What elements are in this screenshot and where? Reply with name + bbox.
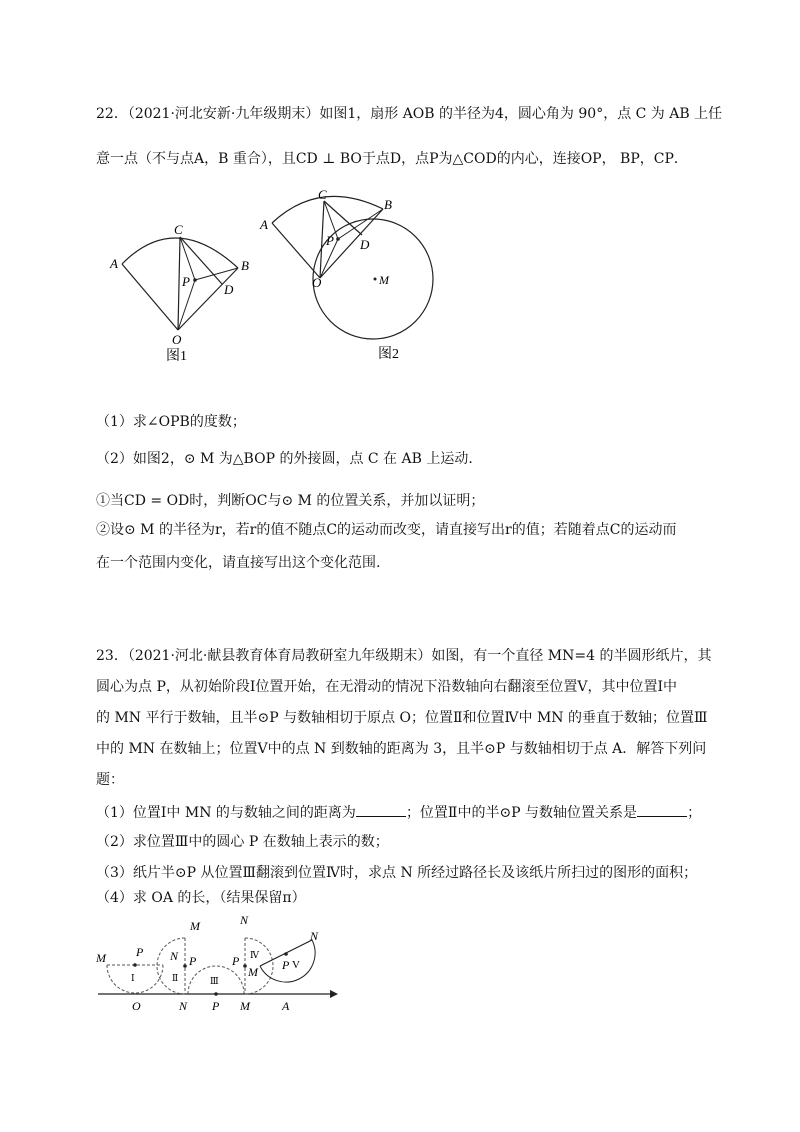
q22-part-2-2-cont: 在一个范围内变化，请直接写出这个变化范围. xyxy=(96,555,381,571)
point-label-n3: N xyxy=(310,929,319,943)
q23-part-1-b: ；位置Ⅱ中的半⊙P 与数轴位置关系是 xyxy=(405,805,638,821)
axis-label-n: N xyxy=(179,999,188,1013)
q23-part-1-c: ； xyxy=(687,805,702,821)
fig2-caption: 图2 xyxy=(378,347,399,362)
fig1-label-d: D xyxy=(224,282,234,297)
fig2-label-d: D xyxy=(360,237,370,252)
point-label-p3: P xyxy=(232,954,240,968)
position-label-4: Ⅳ xyxy=(250,950,259,960)
q23-part-4: （4）求 OA 的长，（结果保留π） xyxy=(96,890,306,906)
q22-figure-2 xyxy=(250,183,450,363)
position-label-3: Ⅲ xyxy=(210,976,219,986)
fig1-label-b: B xyxy=(241,258,249,273)
q22-line-2: 意一点（不与点A，B 重合），且CD ⊥ BO于点D，点P为△COD的内心，连接OP， BP，CP． xyxy=(96,151,688,167)
q22-part-2: （2）如图2，⊙ M 为△BOP 的外接圆，点 C 在 AB 上运动. xyxy=(96,451,473,467)
q23-line-4: 中的 MN 在数轴上；位置Ⅴ中的点 N 到数轴的距离为 3，且半⊙P 与数轴相切于点 A．解答下列问 xyxy=(96,741,707,757)
point-label-n2: N xyxy=(240,913,249,927)
q23-part-1-a: （1）位置Ⅰ中 MN 的与数轴之间的距离为 xyxy=(96,805,356,821)
fig1-label-a: A xyxy=(110,256,118,271)
q22-part-2-2: ②设⊙ M 的半径为r，若r的值不随点C的运动而改变，请直接写出r的值；若随着点C的运动而 xyxy=(96,522,677,538)
fig1-label-c: C xyxy=(174,222,183,237)
point-label-m1: M xyxy=(96,951,106,965)
axis-label-m: M xyxy=(240,999,250,1013)
q23-figure xyxy=(92,910,342,1020)
fig2-label-o: O xyxy=(312,275,322,290)
q22-line-1: 22．（2021·河北安新·九年级期末）如图1，扇形 AOB 的半径为4，圆心角为 90°，点 C 为 AB 上任 xyxy=(96,106,723,122)
answer-blank-2[interactable] xyxy=(637,801,687,817)
fig1-label-o: O xyxy=(172,332,182,347)
axis-label-a: A xyxy=(282,999,290,1013)
point-label-p4: P xyxy=(282,958,290,972)
q23-part-1 xyxy=(96,801,706,823)
q23-part-2: （2）求位置Ⅲ中的圆心 P 在数轴上表示的数； xyxy=(96,834,389,850)
position-label-2: Ⅱ xyxy=(172,973,179,983)
answer-blank-1[interactable] xyxy=(356,801,406,817)
q23-part-3: （3）纸片半⊙P 从位置Ⅲ翻滚到位置Ⅳ时，求点 N 所经过路径长及该纸片所扫过的图形的面积； xyxy=(96,865,698,881)
q23-line-3: 的 MN 平行于数轴，且半⊙P 与数轴相切于原点 O；位置Ⅱ和位置Ⅳ中 MN 的垂直于数轴；位置Ⅲ xyxy=(96,710,708,726)
axis-label-p: P xyxy=(212,999,220,1013)
fig2-label-c: C xyxy=(318,187,327,202)
point-label-n1: N xyxy=(170,949,179,963)
q23-line-2: 圆心为点 P，从初始阶段Ⅰ位置开始，在无滑动的情况下沿数轴向右翻滚至位置Ⅴ，其中位置Ⅰ中 xyxy=(96,679,678,695)
axis-label-o: O xyxy=(132,999,141,1013)
q22-part-1: （1）求∠OPB的度数； xyxy=(96,414,246,430)
point-label-m2: M xyxy=(190,919,200,933)
fig2-label-p: P xyxy=(326,233,334,248)
q22-part-2-1: ①当CD = OD时，判断OC与⊙ M 的位置关系，并加以证明； xyxy=(96,493,485,509)
position-label-1: Ⅰ xyxy=(131,973,135,983)
q23-line-1: 23．（2021·河北·献县教育体育局教研室九年级期末）如图，有一个直径 MN=4 的半圆形纸片，其 xyxy=(96,648,712,664)
fig1-label-p: P xyxy=(182,274,190,289)
point-label-p2: P xyxy=(189,954,197,968)
q23-line-5: 题： xyxy=(96,772,124,788)
fig1-caption: 图1 xyxy=(166,349,187,364)
fig2-label-a: A xyxy=(260,217,268,232)
point-label-m3: M xyxy=(248,965,258,979)
q22-figure-1 xyxy=(100,220,270,370)
fig2-label-m: M xyxy=(379,273,389,287)
fig2-label-b: B xyxy=(384,197,392,212)
position-label-5: V xyxy=(292,959,300,971)
point-label-p1: P xyxy=(136,945,144,959)
